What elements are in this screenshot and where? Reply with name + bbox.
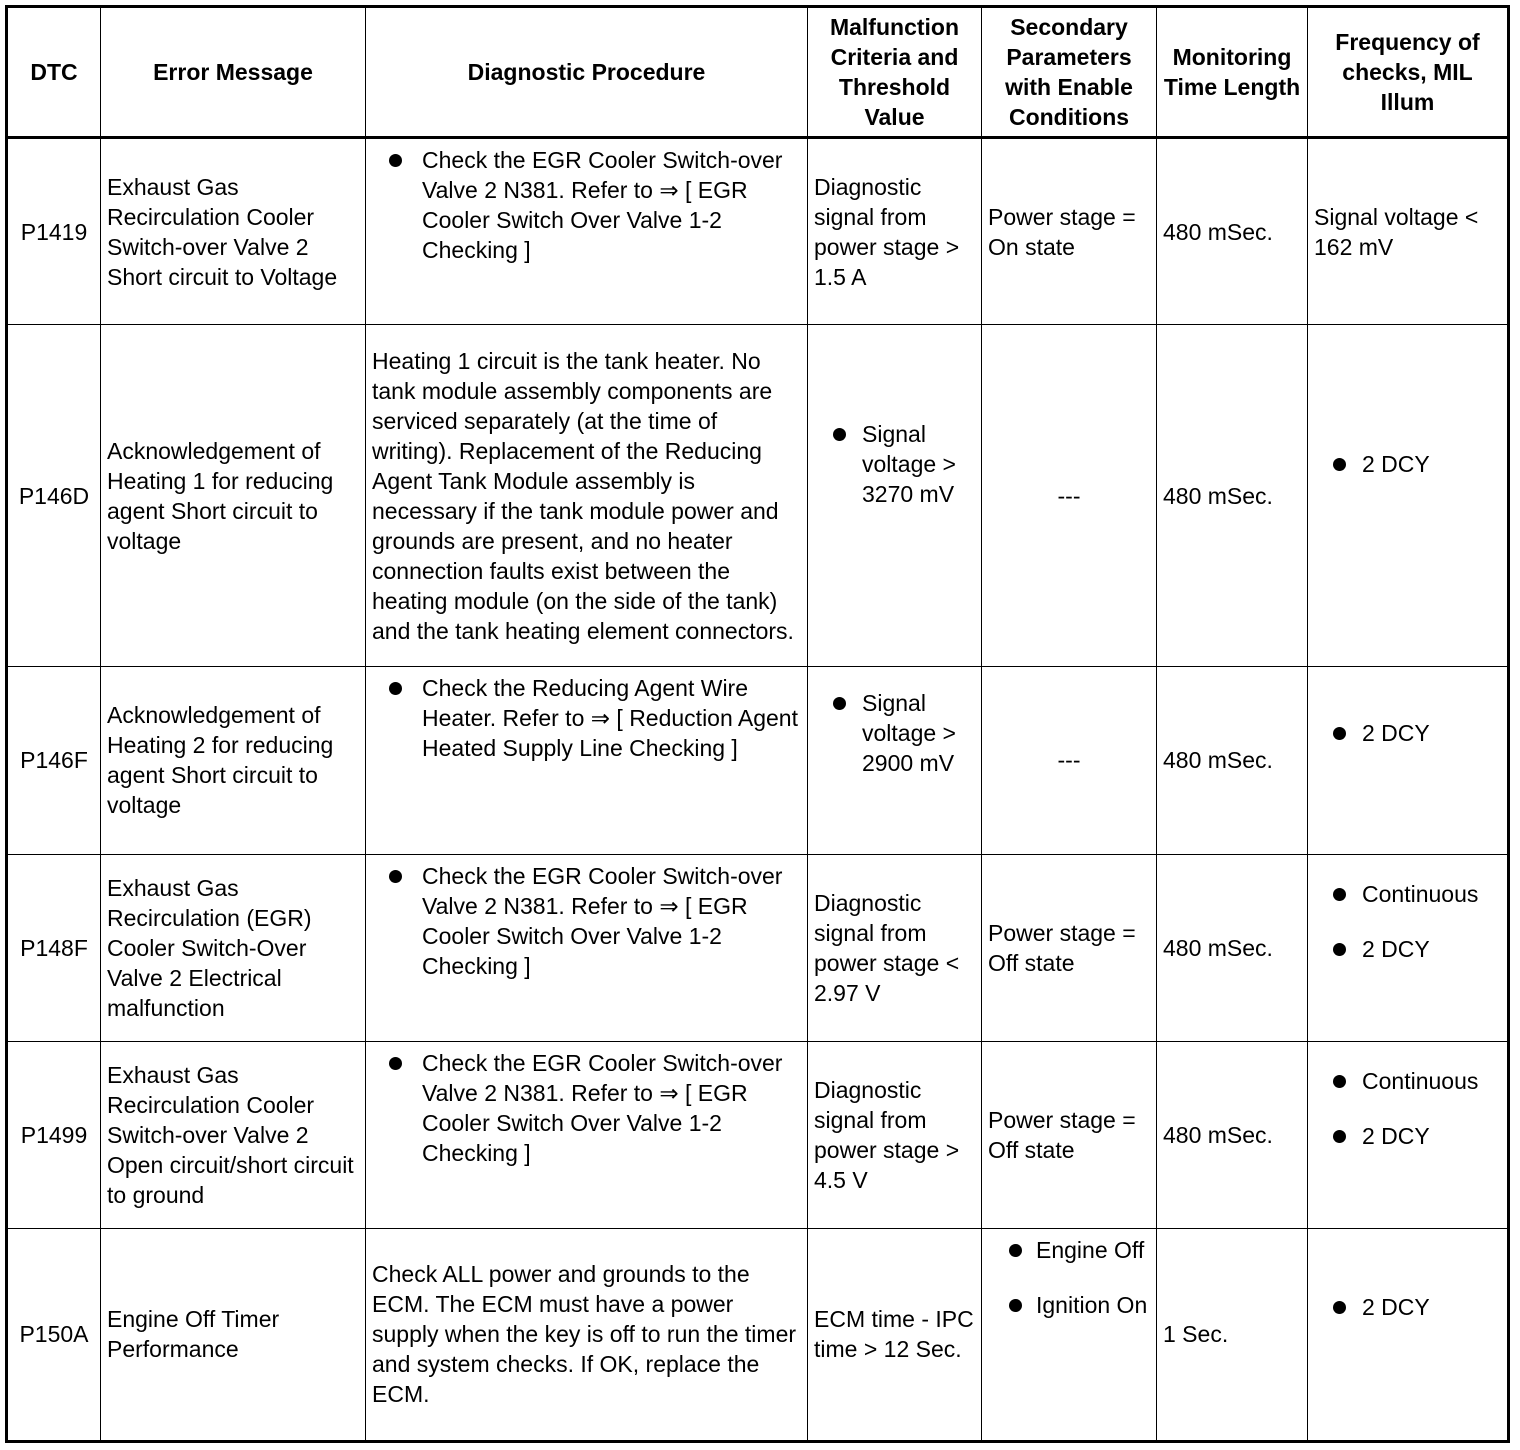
malfunction-criteria: [808, 667, 982, 854]
table-row: [7, 667, 1509, 854]
monitoring-time: 480 mSec.: [1157, 667, 1308, 854]
dtc-code: P1499: [7, 1041, 101, 1228]
frequency-list: [1314, 1066, 1501, 1151]
table-row: [7, 325, 1509, 667]
frequency-mil: [1308, 854, 1509, 1041]
error-message: Acknowledgement of Heating 1 for reducing agent Short circuit to voltage: [101, 325, 366, 667]
table-row: [7, 854, 1509, 1041]
monitoring-time: 480 mSec.: [1157, 854, 1308, 1041]
procedure-list: [372, 1048, 801, 1168]
error-message: Engine Off Timer Performance: [101, 1228, 366, 1441]
table-row: [7, 1041, 1509, 1228]
procedure-item: Check the EGR Cooler Switch-over Valve 2 N381. Refer to ⇒ [ EGR Cooler Switch Over Valve 1-2 Checking ]: [372, 1048, 801, 1168]
frequency-item: Continuous: [1314, 879, 1501, 909]
frequency-list: [1314, 1292, 1501, 1322]
frequency-mil: [1308, 1228, 1509, 1441]
secondary-parameters: Power stage = Off state: [982, 854, 1157, 1041]
secondary-parameters: ---: [982, 325, 1157, 667]
monitoring-time: 480 mSec.: [1157, 138, 1308, 325]
procedure-list: [372, 861, 801, 981]
malfunction-criteria: Diagnostic signal from power stage > 4.5 V: [808, 1041, 982, 1228]
dtc-code: P146D: [7, 325, 101, 667]
malfunction-criteria: Diagnostic signal from power stage < 2.97 V: [808, 854, 982, 1041]
error-message: Exhaust Gas Recirculation (EGR) Cooler Switch-Over Valve 2 Electrical malfunction: [101, 854, 366, 1041]
monitoring-time: 480 mSec.: [1157, 1041, 1308, 1228]
dtc-code: P146F: [7, 667, 101, 854]
frequency-mil: [1308, 667, 1509, 854]
dtc-code: P1419: [7, 138, 101, 325]
header-frequency: Frequency of checks, MIL Illum: [1308, 7, 1509, 138]
header-malfunction-criteria: Malfunction Criteria and Threshold Value: [808, 7, 982, 138]
secondary-parameters: ---: [982, 667, 1157, 854]
procedure-item: Check the EGR Cooler Switch-over Valve 2 N381. Refer to ⇒ [ EGR Cooler Switch Over Valve 1-2 Checking ]: [372, 861, 801, 981]
frequency-item: 2 DCY: [1314, 1292, 1501, 1322]
frequency-list: [1314, 718, 1501, 748]
secondary-parameters: Power stage = Off state: [982, 1041, 1157, 1228]
diagnostic-procedure: Heating 1 circuit is the tank heater. No tank module assembly components are serviced separately (at the time of writing). Replacement of the Reducing Agent Tank Module assembly is necessary if the tank module power and grounds are present, and no heater connection faults exist between the heating module (on the side of the tank) and the tank heating element connectors.: [366, 325, 808, 667]
dtc-code: P148F: [7, 854, 101, 1041]
procedure-item: Check the Reducing Agent Wire Heater. Refer to ⇒ [ Reduction Agent Heated Supply Line Checking ]: [372, 673, 801, 763]
frequency-item: 2 DCY: [1314, 934, 1501, 964]
frequency-item: 2 DCY: [1314, 1121, 1501, 1151]
diagnostic-procedure: [366, 854, 808, 1041]
header-monitoring-time: Monitoring Time Length: [1157, 7, 1308, 138]
dtc-table: [5, 5, 1510, 1443]
error-message: Exhaust Gas Recirculation Cooler Switch-over Valve 2 Short circuit to Voltage: [101, 138, 366, 325]
frequency-list: [1314, 449, 1501, 479]
frequency-mil: Signal voltage < 162 mV: [1308, 138, 1509, 325]
frequency-mil: [1308, 1041, 1509, 1228]
criteria-list: [814, 419, 975, 509]
header-error-message: Error Message: [101, 7, 366, 138]
header-diagnostic-procedure: Diagnostic Procedure: [366, 7, 808, 138]
frequency-mil: [1308, 325, 1509, 667]
header-secondary-parameters: Secondary Parameters with Enable Conditions: [982, 7, 1157, 138]
malfunction-criteria: [808, 325, 982, 667]
diagnostic-procedure: [366, 138, 808, 325]
secondary-parameters: [982, 1228, 1157, 1441]
criteria-item: Signal voltage > 3270 mV: [814, 419, 975, 509]
secondary-item: Engine Off: [1012, 1235, 1150, 1265]
monitoring-time: 480 mSec.: [1157, 325, 1308, 667]
diagnostic-procedure: [366, 667, 808, 854]
procedure-list: [372, 673, 801, 763]
table-header: [7, 7, 1509, 138]
header-dtc: DTC: [7, 7, 101, 138]
criteria-list: [814, 688, 975, 778]
header-row: [7, 7, 1509, 138]
table-row: [7, 1228, 1509, 1441]
error-message: Exhaust Gas Recirculation Cooler Switch-over Valve 2 Open circuit/short circuit to ground: [101, 1041, 366, 1228]
malfunction-criteria: Diagnostic signal from power stage > 1.5 A: [808, 138, 982, 325]
malfunction-criteria: ECM time - IPC time > 12 Sec.: [808, 1228, 982, 1441]
table-body: [7, 138, 1509, 1442]
dtc-code: P150A: [7, 1228, 101, 1441]
frequency-item: 2 DCY: [1314, 718, 1501, 748]
secondary-parameters: Power stage = On state: [982, 138, 1157, 325]
procedure-item: Check the EGR Cooler Switch-over Valve 2 N381. Refer to ⇒ [ EGR Cooler Switch Over Valve 1-2 Checking ]: [372, 145, 801, 265]
procedure-list: [372, 145, 801, 265]
monitoring-time: 1 Sec.: [1157, 1228, 1308, 1441]
secondary-item: Ignition On: [1012, 1290, 1150, 1320]
criteria-item: Signal voltage > 2900 mV: [814, 688, 975, 778]
secondary-list: [1012, 1235, 1150, 1320]
diagnostic-procedure: Check ALL power and grounds to the ECM. The ECM must have a power supply when the key is off to run the timer and system checks. If OK, replace the ECM.: [366, 1228, 808, 1441]
diagnostic-procedure: [366, 1041, 808, 1228]
frequency-item: Continuous: [1314, 1066, 1501, 1096]
error-message: Acknowledgement of Heating 2 for reducing agent Short circuit to voltage: [101, 667, 366, 854]
frequency-item: 2 DCY: [1314, 449, 1501, 479]
table-row: [7, 138, 1509, 325]
frequency-list: [1314, 879, 1501, 964]
